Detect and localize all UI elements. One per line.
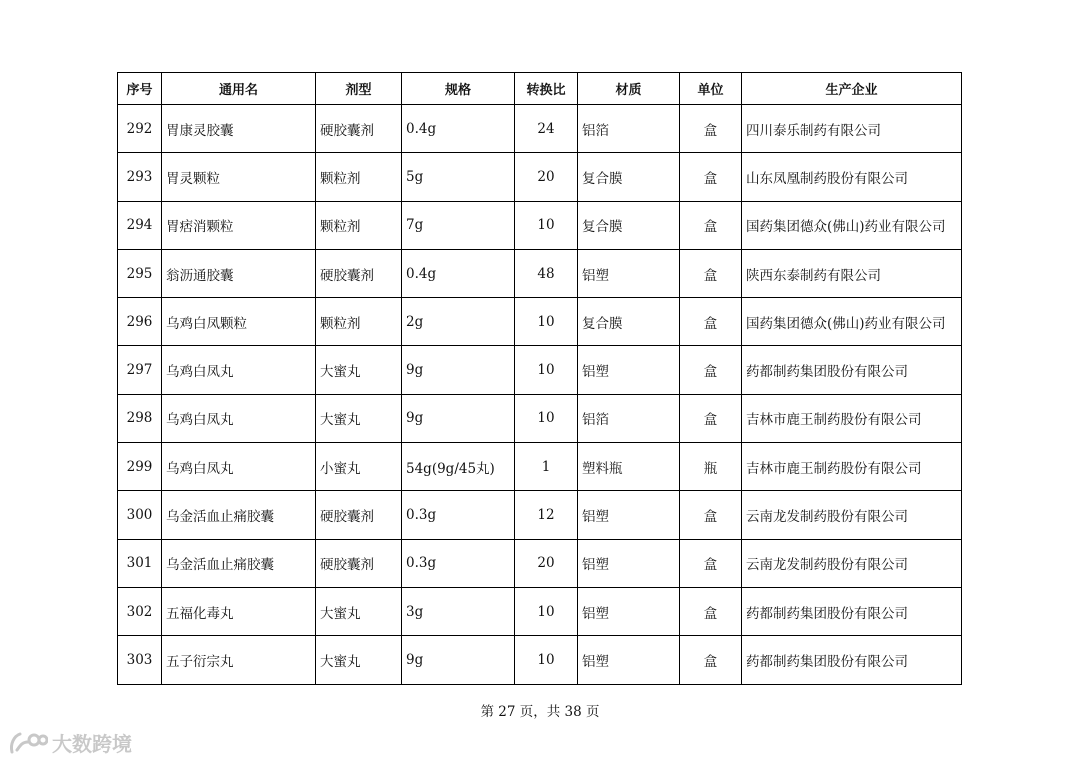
material-cell: 塑料瓶 bbox=[578, 443, 680, 491]
conversion-ratio-cell: 10 bbox=[515, 298, 578, 346]
unit-cell: 盒 bbox=[680, 636, 742, 684]
serial-cell: 299 bbox=[118, 443, 162, 491]
generic-name-cell: 乌金活血止痛胶囊 bbox=[162, 491, 316, 539]
unit-cell: 盒 bbox=[680, 153, 742, 201]
spec-cell: 2g bbox=[402, 298, 515, 346]
generic-name-cell: 五福化毒丸 bbox=[162, 587, 316, 635]
dosage-form-cell: 大蜜丸 bbox=[316, 587, 402, 635]
dosage-form-cell: 大蜜丸 bbox=[316, 346, 402, 394]
manufacturer-cell: 云南龙发制药股份有限公司 bbox=[742, 539, 962, 587]
serial-cell: 292 bbox=[118, 105, 162, 153]
serial-cell: 296 bbox=[118, 298, 162, 346]
dosage-form-cell: 硬胶囊剂 bbox=[316, 491, 402, 539]
header-cell: 剂型 bbox=[316, 73, 402, 105]
table-header-row bbox=[118, 73, 962, 105]
conversion-ratio-cell: 48 bbox=[515, 249, 578, 297]
material-cell: 铝塑 bbox=[578, 249, 680, 297]
unit-cell: 盒 bbox=[680, 587, 742, 635]
serial-cell: 294 bbox=[118, 201, 162, 249]
table-row bbox=[118, 443, 962, 491]
header-cell: 生产企业 bbox=[742, 73, 962, 105]
spec-cell: 0.4g bbox=[402, 105, 515, 153]
conversion-ratio-cell: 10 bbox=[515, 346, 578, 394]
spec-cell: 54g(9g/45丸) bbox=[402, 443, 515, 491]
dosage-form-cell: 颗粒剂 bbox=[316, 298, 402, 346]
table-row bbox=[118, 636, 962, 684]
spec-cell: 9g bbox=[402, 346, 515, 394]
generic-name-cell: 乌鸡白凤丸 bbox=[162, 394, 316, 442]
table-row bbox=[118, 394, 962, 442]
unit-cell: 盒 bbox=[680, 491, 742, 539]
generic-name-cell: 乌鸡白凤丸 bbox=[162, 346, 316, 394]
dosage-form-cell: 硬胶囊剂 bbox=[316, 249, 402, 297]
unit-cell: 盒 bbox=[680, 249, 742, 297]
table-row bbox=[118, 249, 962, 297]
material-cell: 铝塑 bbox=[578, 539, 680, 587]
unit-cell: 盒 bbox=[680, 346, 742, 394]
serial-cell: 293 bbox=[118, 153, 162, 201]
spec-cell: 7g bbox=[402, 201, 515, 249]
header-cell: 序号 bbox=[118, 73, 162, 105]
generic-name-cell: 乌鸡白凤颗粒 bbox=[162, 298, 316, 346]
generic-name-cell: 胃痞消颗粒 bbox=[162, 201, 316, 249]
serial-cell: 297 bbox=[118, 346, 162, 394]
dosage-form-cell: 大蜜丸 bbox=[316, 394, 402, 442]
page-number: 第 27 页，共 38 页 bbox=[480, 704, 600, 720]
table-row bbox=[118, 153, 962, 201]
spec-cell: 0.3g bbox=[402, 491, 515, 539]
conversion-ratio-cell: 20 bbox=[515, 153, 578, 201]
manufacturer-cell: 吉林市鹿王制药股份有限公司 bbox=[742, 443, 962, 491]
serial-cell: 303 bbox=[118, 636, 162, 684]
material-cell: 铝塑 bbox=[578, 491, 680, 539]
manufacturer-cell: 陕西东泰制药有限公司 bbox=[742, 249, 962, 297]
serial-cell: 301 bbox=[118, 539, 162, 587]
material-cell: 铝塑 bbox=[578, 636, 680, 684]
header-cell: 单位 bbox=[680, 73, 742, 105]
table-row bbox=[118, 105, 962, 153]
serial-cell: 295 bbox=[118, 249, 162, 297]
header-cell: 通用名 bbox=[162, 73, 316, 105]
generic-name-cell: 胃康灵胶囊 bbox=[162, 105, 316, 153]
serial-cell: 302 bbox=[118, 587, 162, 635]
dosage-form-cell: 硬胶囊剂 bbox=[316, 539, 402, 587]
unit-cell: 瓶 bbox=[680, 443, 742, 491]
spec-cell: 0.3g bbox=[402, 539, 515, 587]
table-row bbox=[118, 491, 962, 539]
unit-cell: 盒 bbox=[680, 394, 742, 442]
header-cell: 规格 bbox=[402, 73, 515, 105]
manufacturer-cell: 药都制药集团股份有限公司 bbox=[742, 587, 962, 635]
dosage-form-cell: 颗粒剂 bbox=[316, 201, 402, 249]
unit-cell: 盒 bbox=[680, 539, 742, 587]
manufacturer-cell: 吉林市鹿王制药股份有限公司 bbox=[742, 394, 962, 442]
conversion-ratio-cell: 10 bbox=[515, 587, 578, 635]
conversion-ratio-cell: 10 bbox=[515, 394, 578, 442]
manufacturer-cell: 四川泰乐制药有限公司 bbox=[742, 105, 962, 153]
product-table bbox=[117, 72, 962, 685]
unit-cell: 盒 bbox=[680, 105, 742, 153]
conversion-ratio-cell: 20 bbox=[515, 539, 578, 587]
spec-cell: 9g bbox=[402, 394, 515, 442]
header-cell: 转换比 bbox=[515, 73, 578, 105]
table-row bbox=[118, 346, 962, 394]
generic-name-cell: 五子衍宗丸 bbox=[162, 636, 316, 684]
material-cell: 铝塑 bbox=[578, 346, 680, 394]
conversion-ratio-cell: 1 bbox=[515, 443, 578, 491]
unit-cell: 盒 bbox=[680, 201, 742, 249]
brand-logo-icon bbox=[8, 730, 48, 756]
material-cell: 复合膜 bbox=[578, 298, 680, 346]
manufacturer-cell: 药都制药集团股份有限公司 bbox=[742, 636, 962, 684]
spec-cell: 0.4g bbox=[402, 249, 515, 297]
table-row bbox=[118, 298, 962, 346]
generic-name-cell: 乌鸡白凤丸 bbox=[162, 443, 316, 491]
generic-name-cell: 乌金活血止痛胶囊 bbox=[162, 539, 316, 587]
conversion-ratio-cell: 24 bbox=[515, 105, 578, 153]
dosage-form-cell: 颗粒剂 bbox=[316, 153, 402, 201]
spec-cell: 9g bbox=[402, 636, 515, 684]
watermark bbox=[8, 728, 132, 757]
material-cell: 铝箔 bbox=[578, 105, 680, 153]
dosage-form-cell: 大蜜丸 bbox=[316, 636, 402, 684]
header-cell: 材质 bbox=[578, 73, 680, 105]
table-row bbox=[118, 201, 962, 249]
material-cell: 复合膜 bbox=[578, 153, 680, 201]
manufacturer-cell: 药都制药集团股份有限公司 bbox=[742, 346, 962, 394]
dosage-form-cell: 硬胶囊剂 bbox=[316, 105, 402, 153]
manufacturer-cell: 山东凤凰制药股份有限公司 bbox=[742, 153, 962, 201]
material-cell: 复合膜 bbox=[578, 201, 680, 249]
generic-name-cell: 翁沥通胶囊 bbox=[162, 249, 316, 297]
table-row bbox=[118, 587, 962, 635]
manufacturer-cell: 国药集团德众(佛山)药业有限公司 bbox=[742, 298, 962, 346]
watermark-text: 大数跨境 bbox=[52, 732, 132, 756]
manufacturer-cell: 国药集团德众(佛山)药业有限公司 bbox=[742, 201, 962, 249]
unit-cell: 盒 bbox=[680, 298, 742, 346]
manufacturer-cell: 云南龙发制药股份有限公司 bbox=[742, 491, 962, 539]
serial-cell: 300 bbox=[118, 491, 162, 539]
spec-cell: 5g bbox=[402, 153, 515, 201]
conversion-ratio-cell: 10 bbox=[515, 636, 578, 684]
dosage-form-cell: 小蜜丸 bbox=[316, 443, 402, 491]
conversion-ratio-cell: 12 bbox=[515, 491, 578, 539]
material-cell: 铝箔 bbox=[578, 394, 680, 442]
spec-cell: 3g bbox=[402, 587, 515, 635]
conversion-ratio-cell: 10 bbox=[515, 201, 578, 249]
table-row bbox=[118, 539, 962, 587]
material-cell: 铝塑 bbox=[578, 587, 680, 635]
generic-name-cell: 胃灵颗粒 bbox=[162, 153, 316, 201]
serial-cell: 298 bbox=[118, 394, 162, 442]
